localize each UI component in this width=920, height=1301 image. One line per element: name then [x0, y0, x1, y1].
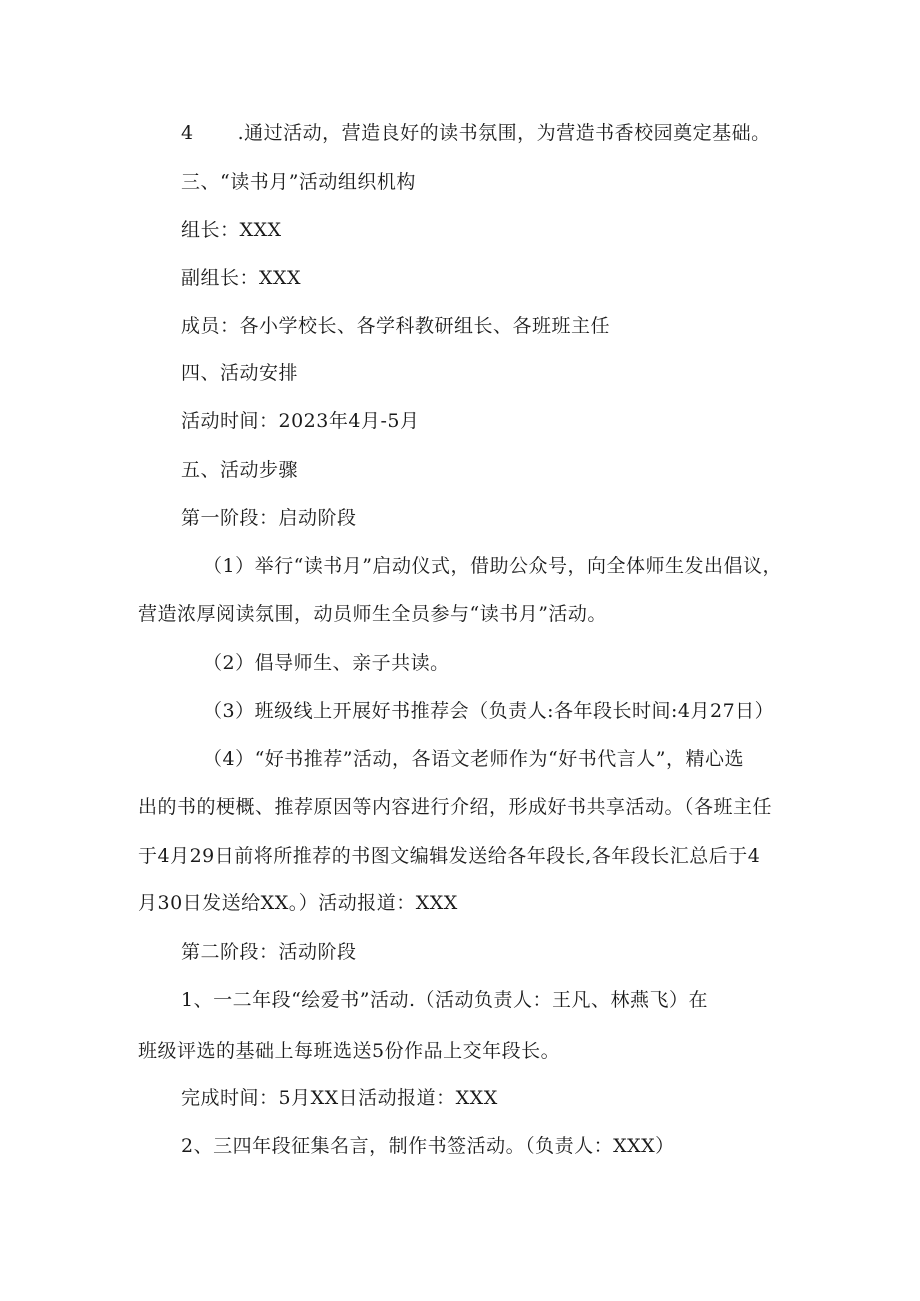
section-heading-organization: 三、“读书月”活动组织机构	[181, 171, 416, 193]
step-4-line-2: 出的书的梗概、推荐原因等内容进行介绍，形成好书共享活动。（各班主任	[138, 796, 773, 818]
members-line: 成员：各小学校长、各学科教研组长、各班班主任	[181, 315, 611, 337]
step-1-line-2: 营造浓厚阅读氛围，动员师生全员参与“读书月”活动。	[138, 603, 607, 625]
activity-2-line: 2、三四年段征集名言，制作书签活动。（负责人：XXX）	[181, 1135, 675, 1157]
section-heading-steps: 五、活动步骤	[181, 459, 299, 481]
activity-1-line-1: 1、一二年段“绘爱书”活动.（活动负责人：王凡、林燕飞）在	[181, 989, 709, 1011]
step-2-line: （2）倡导师生、亲子共读。	[203, 652, 450, 674]
stage-one-heading: 第一阶段：启动阶段	[181, 507, 357, 529]
activity-1-line-2: 班级评选的基础上每班选送5份作品上交年段长。	[138, 1040, 561, 1062]
step-1-line-1: （1）举行“读书月”启动仪式，借助公众号，向全体师生发出倡议，	[203, 555, 783, 577]
step-4-line-4: 月30日发送给XX。）活动报道：XXX	[138, 892, 458, 914]
goal-number: 4	[181, 122, 194, 144]
completion-time-line: 完成时间：5月XX日活动报道：XXX	[181, 1087, 498, 1109]
leader-line: 组长：XXX	[181, 219, 282, 241]
step-4-line-1: （4）“好书推荐”活动，各语文老师作为“好书代言人”，精心选	[203, 748, 744, 770]
deputy-leader-line: 副组长：XXX	[181, 267, 302, 289]
paragraph-goal-4	[181, 120, 771, 146]
stage-two-heading: 第二阶段：活动阶段	[181, 941, 357, 963]
step-3-line: （3）班级线上开展好书推荐会（负责人:各年段长时间:4月27日）	[203, 700, 775, 722]
activity-time-line: 活动时间：2023年4月-5月	[181, 410, 420, 432]
step-4-line-3: 于4月29日前将所推荐的书图文编辑发送给各年段长,各年段长汇总后于4	[138, 845, 761, 867]
goal-text: .通过活动，营造良好的读书氛围，为营造书香校园奠定基础。	[237, 122, 771, 144]
section-heading-arrangement: 四、活动安排	[181, 362, 299, 384]
